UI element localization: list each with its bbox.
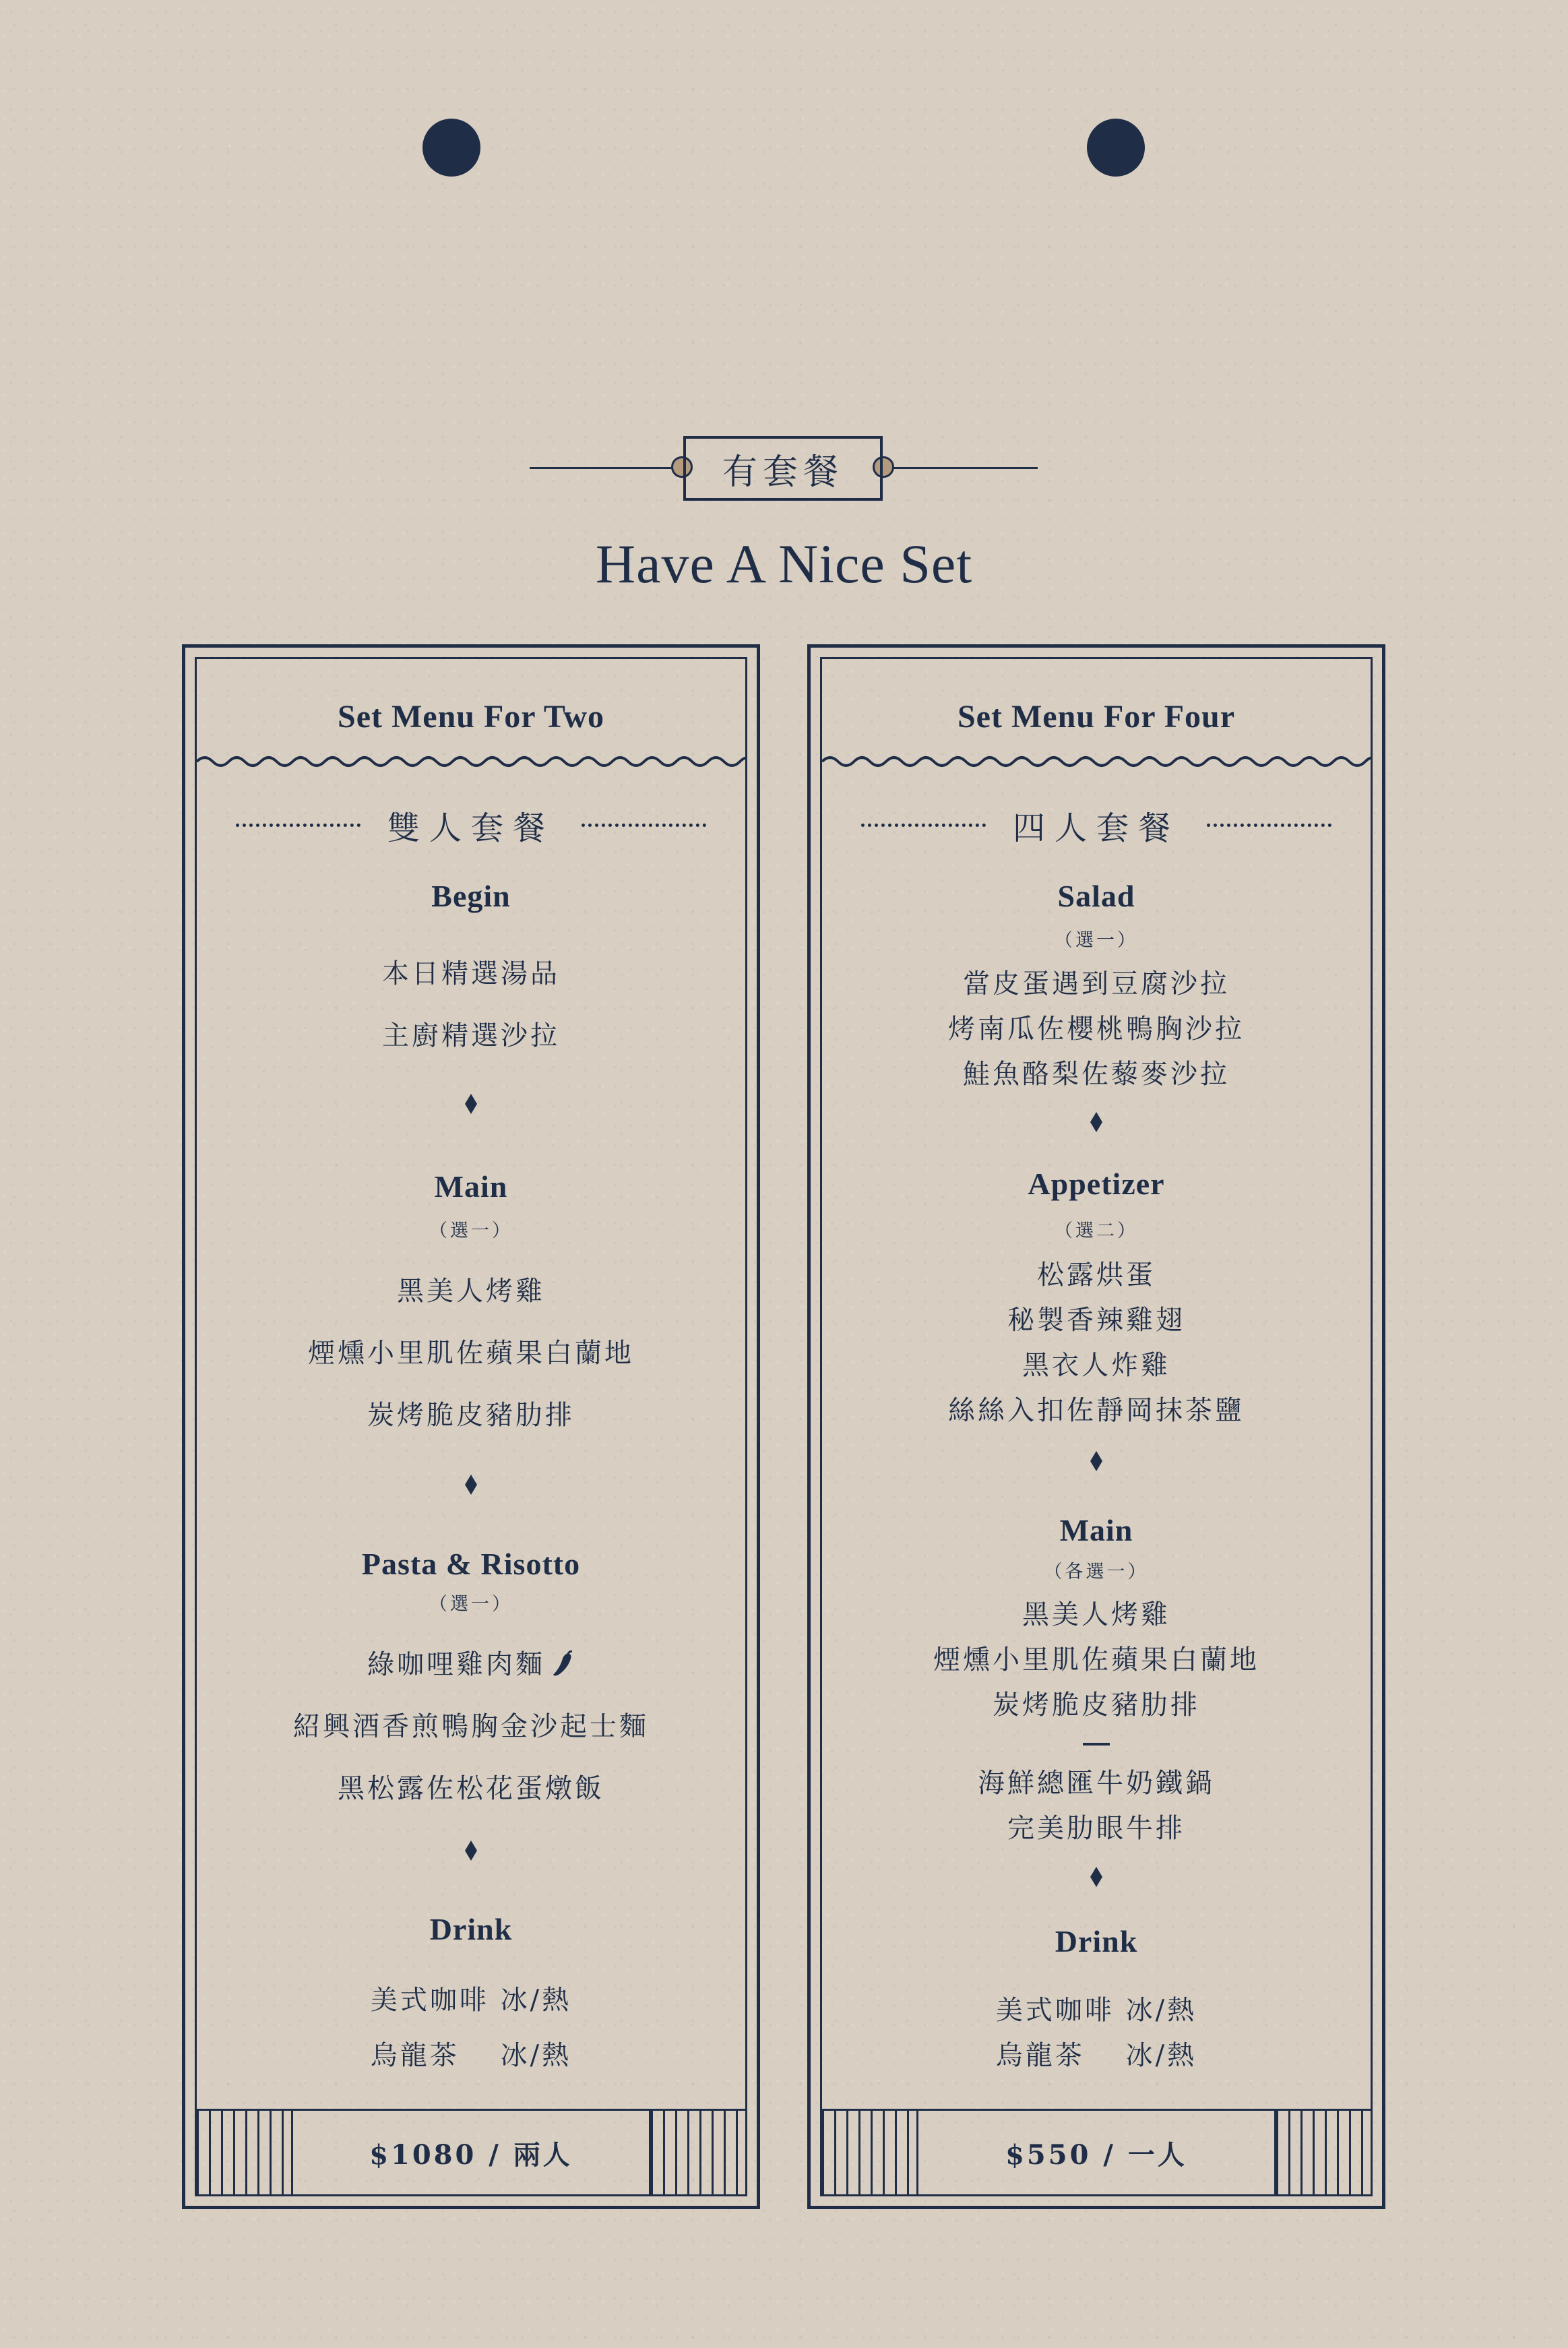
menu-item: 烤南瓜佐櫻桃鴨胸沙拉 [948, 1014, 1245, 1045]
menu-item: 煙燻小里肌佐蘋果白蘭地 [933, 1644, 1259, 1675]
section-note: （各選一） [1044, 1562, 1149, 1582]
wave-divider [197, 753, 745, 770]
page-title-zh: 有套餐 [683, 436, 883, 501]
menu-item: 完美肋眼牛排 [1007, 1813, 1185, 1844]
title-rule-right [889, 467, 1038, 469]
diamond-icon [1090, 1451, 1102, 1471]
menu-card-two [182, 644, 760, 2209]
group-separator [1083, 1743, 1110, 1745]
card-title-zh: 雙人套餐 [387, 809, 555, 847]
diamond-icon [465, 1475, 477, 1495]
price-label: $1080 / 兩人 [291, 2111, 651, 2194]
section-note: （選一） [1055, 930, 1138, 951]
menu-item: 當皮蛋遇到豆腐沙拉 [963, 968, 1230, 999]
section-heading-begin: Begin [431, 879, 511, 913]
page-title-en: Have A Nice Set [595, 533, 973, 594]
menu-item: 秘製香辣雞翅 [1007, 1305, 1185, 1336]
menu-item: 黑美人烤雞 [397, 1276, 545, 1307]
menu-card-four [807, 644, 1385, 2209]
binder-hole-right [1087, 119, 1145, 177]
menu-item-label: 綠咖哩雞肉麵 [367, 1649, 545, 1680]
menu-card-frame [195, 657, 747, 2196]
binder-hole-left [422, 119, 480, 177]
price-bar [197, 2109, 745, 2194]
menu-item: 美式咖啡 冰/熱 [370, 1985, 572, 2016]
striped-panel-right [651, 2111, 745, 2194]
section-heading-main: Main [1059, 1513, 1133, 1547]
section-heading-salad: Salad [1057, 879, 1135, 913]
price-bar [822, 2109, 1371, 2194]
section-heading-drink: Drink [1055, 1924, 1138, 1958]
menu-item: 紹興酒香煎鴨胸金沙起士麵 [293, 1711, 649, 1742]
menu-item: 烏龍茶 冰/熱 [370, 2040, 572, 2071]
diamond-icon [1090, 1112, 1102, 1132]
menu-item: 黑松露佐松花蛋燉飯 [338, 1773, 604, 1804]
striped-panel-left [822, 2111, 916, 2194]
menu-item: 松露烘蛋 [1037, 1260, 1156, 1291]
card-title: Set Menu For Four [957, 699, 1236, 735]
dotted-rule [582, 824, 706, 827]
dotted-rule [861, 824, 986, 827]
diamond-icon [1090, 1867, 1102, 1887]
title-rule-left [530, 467, 679, 469]
menu-item: 鮭魚酪梨佐藜麥沙拉 [963, 1059, 1230, 1090]
card-subtitle-row [822, 802, 1371, 848]
menu-item: 主廚精選沙拉 [382, 1020, 560, 1051]
section-note: （選一） [429, 1221, 513, 1241]
menu-item: 絲絲入扣佐靜岡抹茶鹽 [948, 1395, 1245, 1426]
menu-item: 烏龍茶 冰/熱 [995, 2040, 1197, 2071]
chili-pepper-icon [552, 1650, 575, 1677]
menu-item: 煙燻小里肌佐蘋果白蘭地 [308, 1338, 634, 1369]
dotted-rule [236, 824, 360, 827]
menu-card-frame [820, 657, 1373, 2196]
menu-item: 本日精選湯品 [382, 958, 560, 989]
menu-item: 炭烤脆皮豬肋排 [993, 1690, 1200, 1721]
section-note: （選一） [429, 1594, 513, 1615]
striped-panel-right [1276, 2111, 1371, 2194]
price-label: $550 / 一人 [916, 2111, 1276, 2194]
section-heading-appetizer: Appetizer [1028, 1167, 1165, 1201]
section-heading-pasta: Pasta & Risotto [361, 1547, 581, 1581]
diamond-icon [465, 1841, 477, 1861]
wave-divider [822, 753, 1371, 770]
menu-item: 海鮮總匯牛奶鐵鍋 [978, 1768, 1215, 1799]
menu-item: 黑衣人炸雞 [1022, 1350, 1170, 1381]
dotted-rule [1207, 824, 1331, 827]
menu-item: 黑美人烤雞 [1022, 1599, 1170, 1630]
card-title-zh: 四人套餐 [1012, 809, 1180, 847]
section-heading-drink: Drink [429, 1912, 513, 1946]
diamond-icon [465, 1094, 477, 1114]
section-note: （選二） [1055, 1221, 1138, 1241]
card-subtitle-row [197, 802, 745, 848]
striped-panel-left [197, 2111, 291, 2194]
menu-item: 美式咖啡 冰/熱 [995, 1995, 1197, 2026]
section-heading-main: Main [434, 1169, 508, 1204]
menu-item [197, 1643, 745, 1681]
menu-item: 炭烤脆皮豬肋排 [367, 1400, 575, 1431]
card-title: Set Menu For Two [338, 699, 604, 735]
